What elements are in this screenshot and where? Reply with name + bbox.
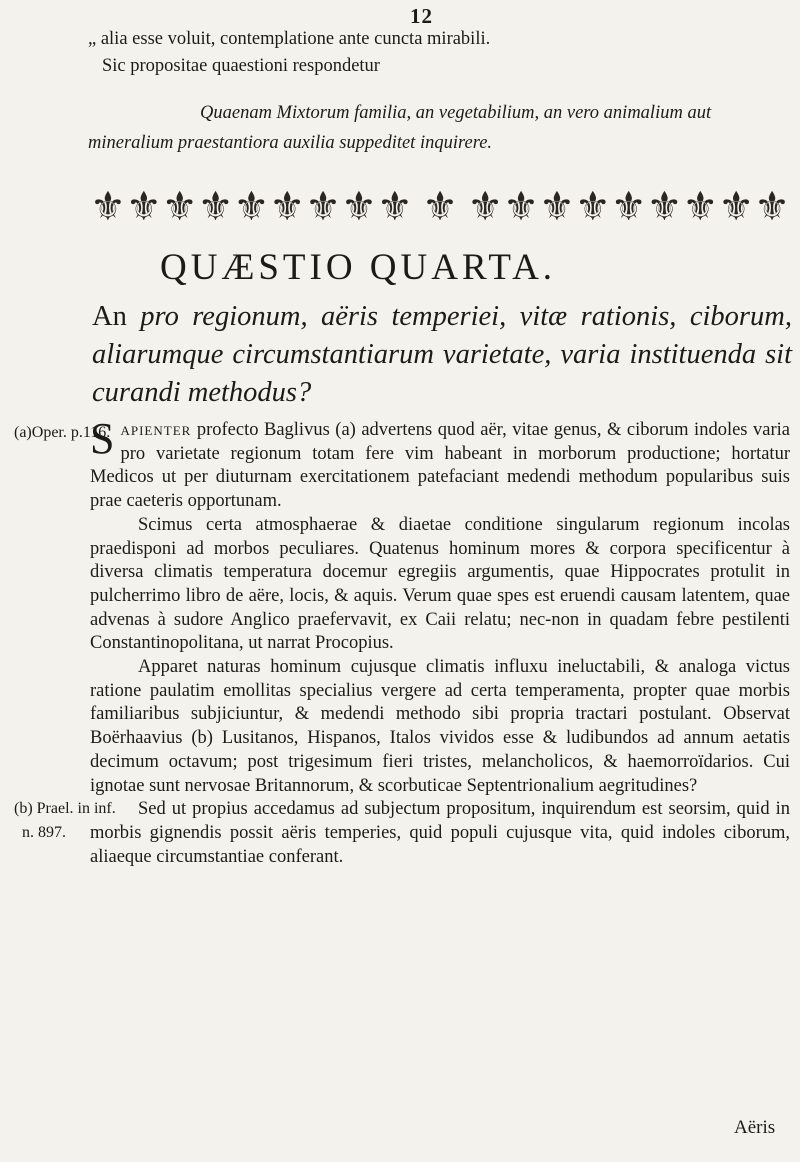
fleuron-icon: ⚜ <box>718 184 755 229</box>
question-lead: An <box>92 301 127 332</box>
drop-cap: S <box>90 414 115 463</box>
fleuron-icon: ⚜ <box>376 184 413 229</box>
fleuron-icon: ⚜ <box>233 184 270 229</box>
question-text: pro regionum, aëris temperiei, vitæ rationis, ciborum, aliarumque circumstantiarum varietate, varia instituenda sit curandi methodus? <box>92 301 792 408</box>
paragraph: Sed ut propius accedamus ad subjectum propositum, inquirendum est seorsim, quid in morbis gignendis possit aëris temperies, quid populi cujusque vita, quid indoles ciborum, aliaeque circumstantiae conferant. <box>90 799 790 867</box>
page-number: 12 <box>410 4 433 28</box>
fleuron-icon: ⚜ <box>341 184 377 229</box>
paragraph: Scimus certa atmosphaerae & diaetae conditione singularum regionum incolas praedisponi ad morbos peculiares. Quatenus hominum mores & corpora specificentur à diversa climatis temperatura docemur egregiis argumentis, quae Hippocrates protulit in pulcherrimo libro de aëre, locis, & aquis. Verum quae spes est eruendi causam latentem, quae advenas à sudore Anglico praefervavit, ex Caii relatu; nec-non in quadam febre pestilenti Constantinopolitana, ut narrat Procopius. <box>90 514 790 654</box>
fleuron-icon: ⚜ <box>503 184 539 229</box>
margin-note-b: (b) Prael. in inf. <box>14 800 116 817</box>
paragraph-text: profecto Baglivus (a) advertens quod aër, vitae genus, & ciborum indoles varia pro varietate regionum totam fere vim habeant in morborum productione; hortatur Medicos ut per diuturnam exercitationem patefaciant medendi methodum popularibus suis prae caeteris opportunam. <box>90 420 790 512</box>
fleuron-icon: ⚜ <box>90 184 126 229</box>
fleuron-icon: ⚜ <box>646 184 683 229</box>
fleuron-icon: ⚜ <box>161 184 198 229</box>
fleuron-icon: ⚜ <box>538 184 575 229</box>
fleuron-icon: ⚜ <box>610 184 647 229</box>
fleuron-icon: ⚜ <box>197 184 234 229</box>
paragraph <box>90 414 790 514</box>
prev-line: Sic propositae quaestioni respondetur <box>102 56 380 76</box>
small-caps-word: apienter <box>120 420 192 440</box>
paragraph: Apparet naturas hominum cujusque climatis influxu ineluctabili, & analoga victus ratione paulatim emollitas specialius vergere ad certa temperamenta, propter quae morbis familiaribus subjiciuntur, & medendi methodo sibi propria tractari postulant. Observat Boërhaavius (b) Lusitanos, Hispanos, Italos vividos esse & ludibundos ad annum aetatis decimum octavum; post trigesimum fieri tristes, melancholicos, & haemorroïdarios. Cui ignotae sunt nervosae Britannorum, & scorbuticae Septentrionalium aegritudines? <box>90 657 790 796</box>
section-heading: QUÆSTIO QUARTA. <box>160 247 557 288</box>
fleuron-icon: ⚜ <box>125 184 162 229</box>
fleuron-icon: ⚜ <box>467 184 504 229</box>
fleuron-icon: ⚜ <box>305 184 342 229</box>
fleuron-icon: ⚜ <box>682 184 719 229</box>
fleuron-icon: ⚜ <box>269 184 306 229</box>
fleuron-icon: ⚜ <box>574 184 611 229</box>
margin-note-b-cont: n. 897. <box>22 824 66 841</box>
fleuron-icon: ⚜ <box>422 184 458 229</box>
previous-text-continuation <box>88 26 788 158</box>
previous-question: Quaenam Mixtorum familia, an vegetabilium, an vero animalium aut mineralium praestantiora auxilia suppeditet inquirere. <box>88 103 712 153</box>
catchword: Aëris <box>734 1117 776 1138</box>
body-text <box>90 414 790 869</box>
fleuron-ornament-band <box>90 184 790 230</box>
fleuron-icon: ⚜ <box>754 184 790 229</box>
question-title <box>92 298 792 412</box>
prev-line: „ alia esse voluit, contemplatione ante cuncta mirabili. <box>88 29 491 49</box>
margin-note-a: (a)Oper. p.116. <box>14 424 111 441</box>
